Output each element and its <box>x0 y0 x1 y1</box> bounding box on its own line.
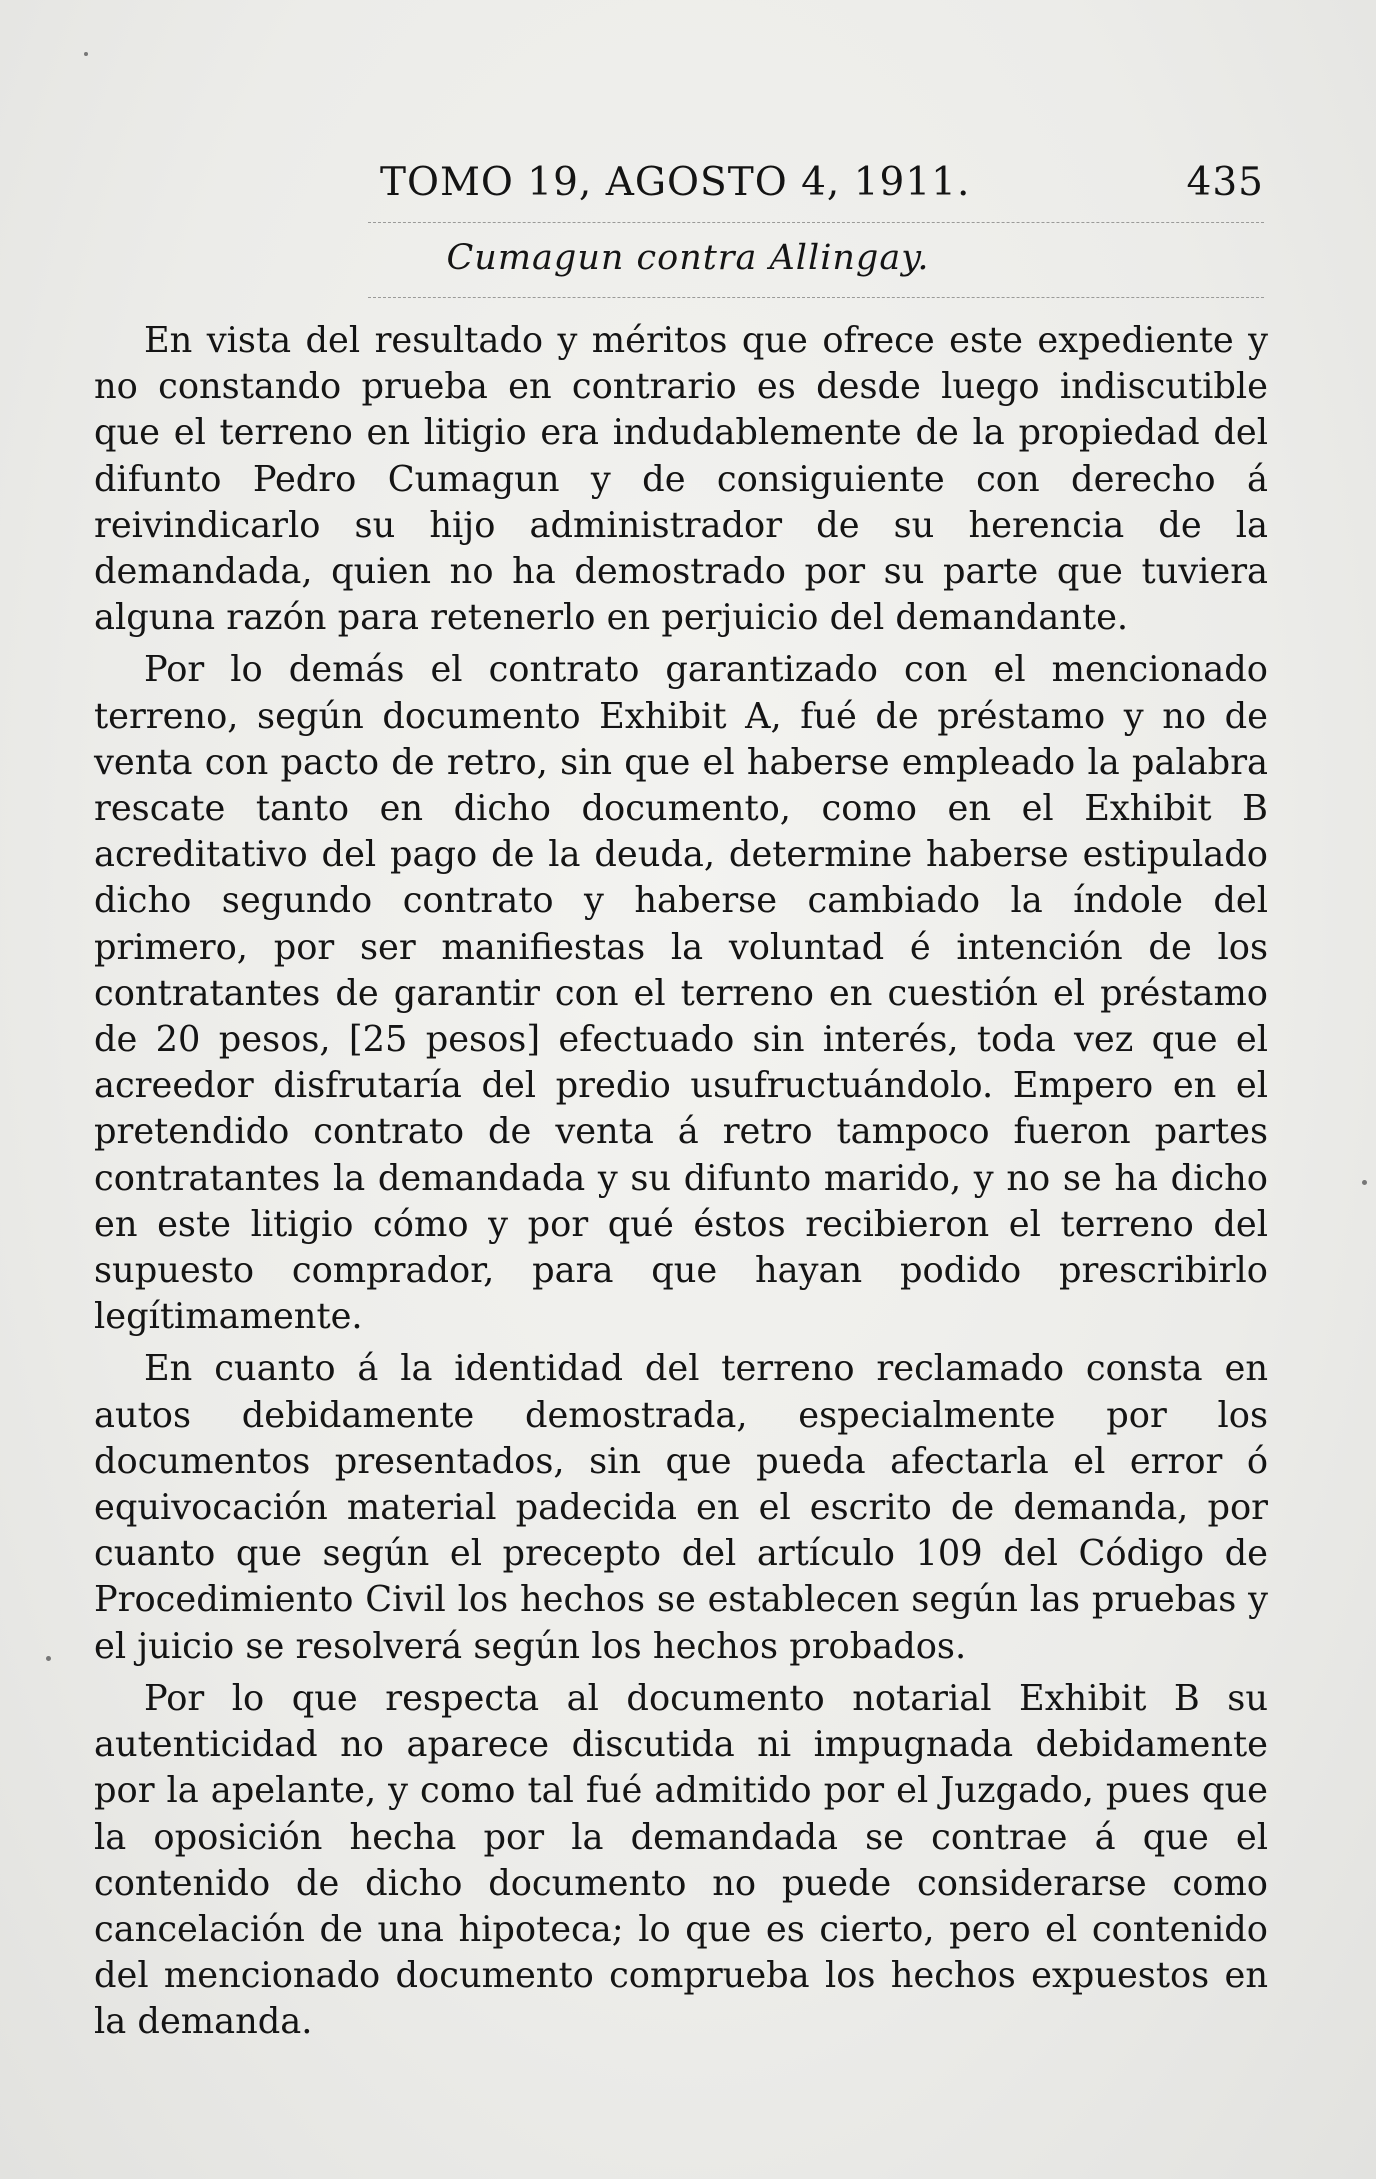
running-title: TOMO 19, AGOSTO 4, 1911. <box>380 160 971 205</box>
paragraph: En cuanto á la identidad del terreno reclamado consta en autos debidamente demostrada, especialmente por los documentos presentados, sin que pueda afectarla el error ó equivocación material padecida en el escrito de demanda, por cuanto que según el precepto del artículo 109 del Código de Procedimiento Civil los hechos se establecen según las pruebas y el juicio se resolverá según los hechos probados. <box>94 1348 1268 1667</box>
paragraph: Por lo que respecta al documento notarial Exhibit B su autenticidad no aparece discutida ni impugnada debidamente por la apelante, y como tal fué admitido por el Juzgado, pues que la oposición hecha por la demandada se contrae á que el contenido de dicho documento no puede considerarse como cancelación de una hipoteca; lo que es cierto, pero el contenido del mencionado documento comprueba los hechos expuestos en la demanda. <box>94 1677 1268 2043</box>
paragraph: Por lo demás el contrato garantizado con el mencionado terreno, según documento Exhibit A, fué de préstamo y no de venta con pacto de retro, sin que el haberse empleado la palabra rescate tanto en dicho documento, como en el Exhibit B acreditativo del pago de la deuda, determine haberse estipulado dicho segundo contrato y haberse cambiado la índole del primero, por ser manifiestas la voluntad é intención de los contratantes de garantir con el terreno en cuestión el préstamo de 20 pesos, [25 pesos] efectuado sin interés, toda vez que el acreedor disfrutaría del predio usufructuándolo. Empero en el pretendido contrato de venta á retro tampoco fueron partes contratantes la demandada y su difunto marido, y no se ha dicho en este litigio cómo y por qué éstos recibieron el terreno del supuesto comprador, para que hayan podido prescribirlo legítimamente. <box>94 649 1268 1338</box>
title-rule <box>368 297 1264 298</box>
body-text <box>94 318 1268 2052</box>
scan-speck <box>46 1656 51 1661</box>
scan-speck <box>84 52 88 56</box>
scan-speck <box>1362 1180 1367 1185</box>
header-rule <box>368 222 1264 223</box>
case-title: Cumagun contra Allingay. <box>446 238 930 278</box>
paragraph: En vista del resultado y méritos que ofrece este expediente y no constando prueba en contrario es desde luego indiscutible que el terreno en litigio era indudablemente de la propiedad del difunto Pedro Cumagun y de consiguiente con derecho á reivindicarlo su hijo administrador de su herencia de la demandada, quien no ha demostrado por su parte que tuviera alguna razón para retenerlo en perjuicio del demandante. <box>94 320 1268 639</box>
page-number: 435 <box>1186 160 1264 205</box>
running-head <box>380 160 1264 208</box>
